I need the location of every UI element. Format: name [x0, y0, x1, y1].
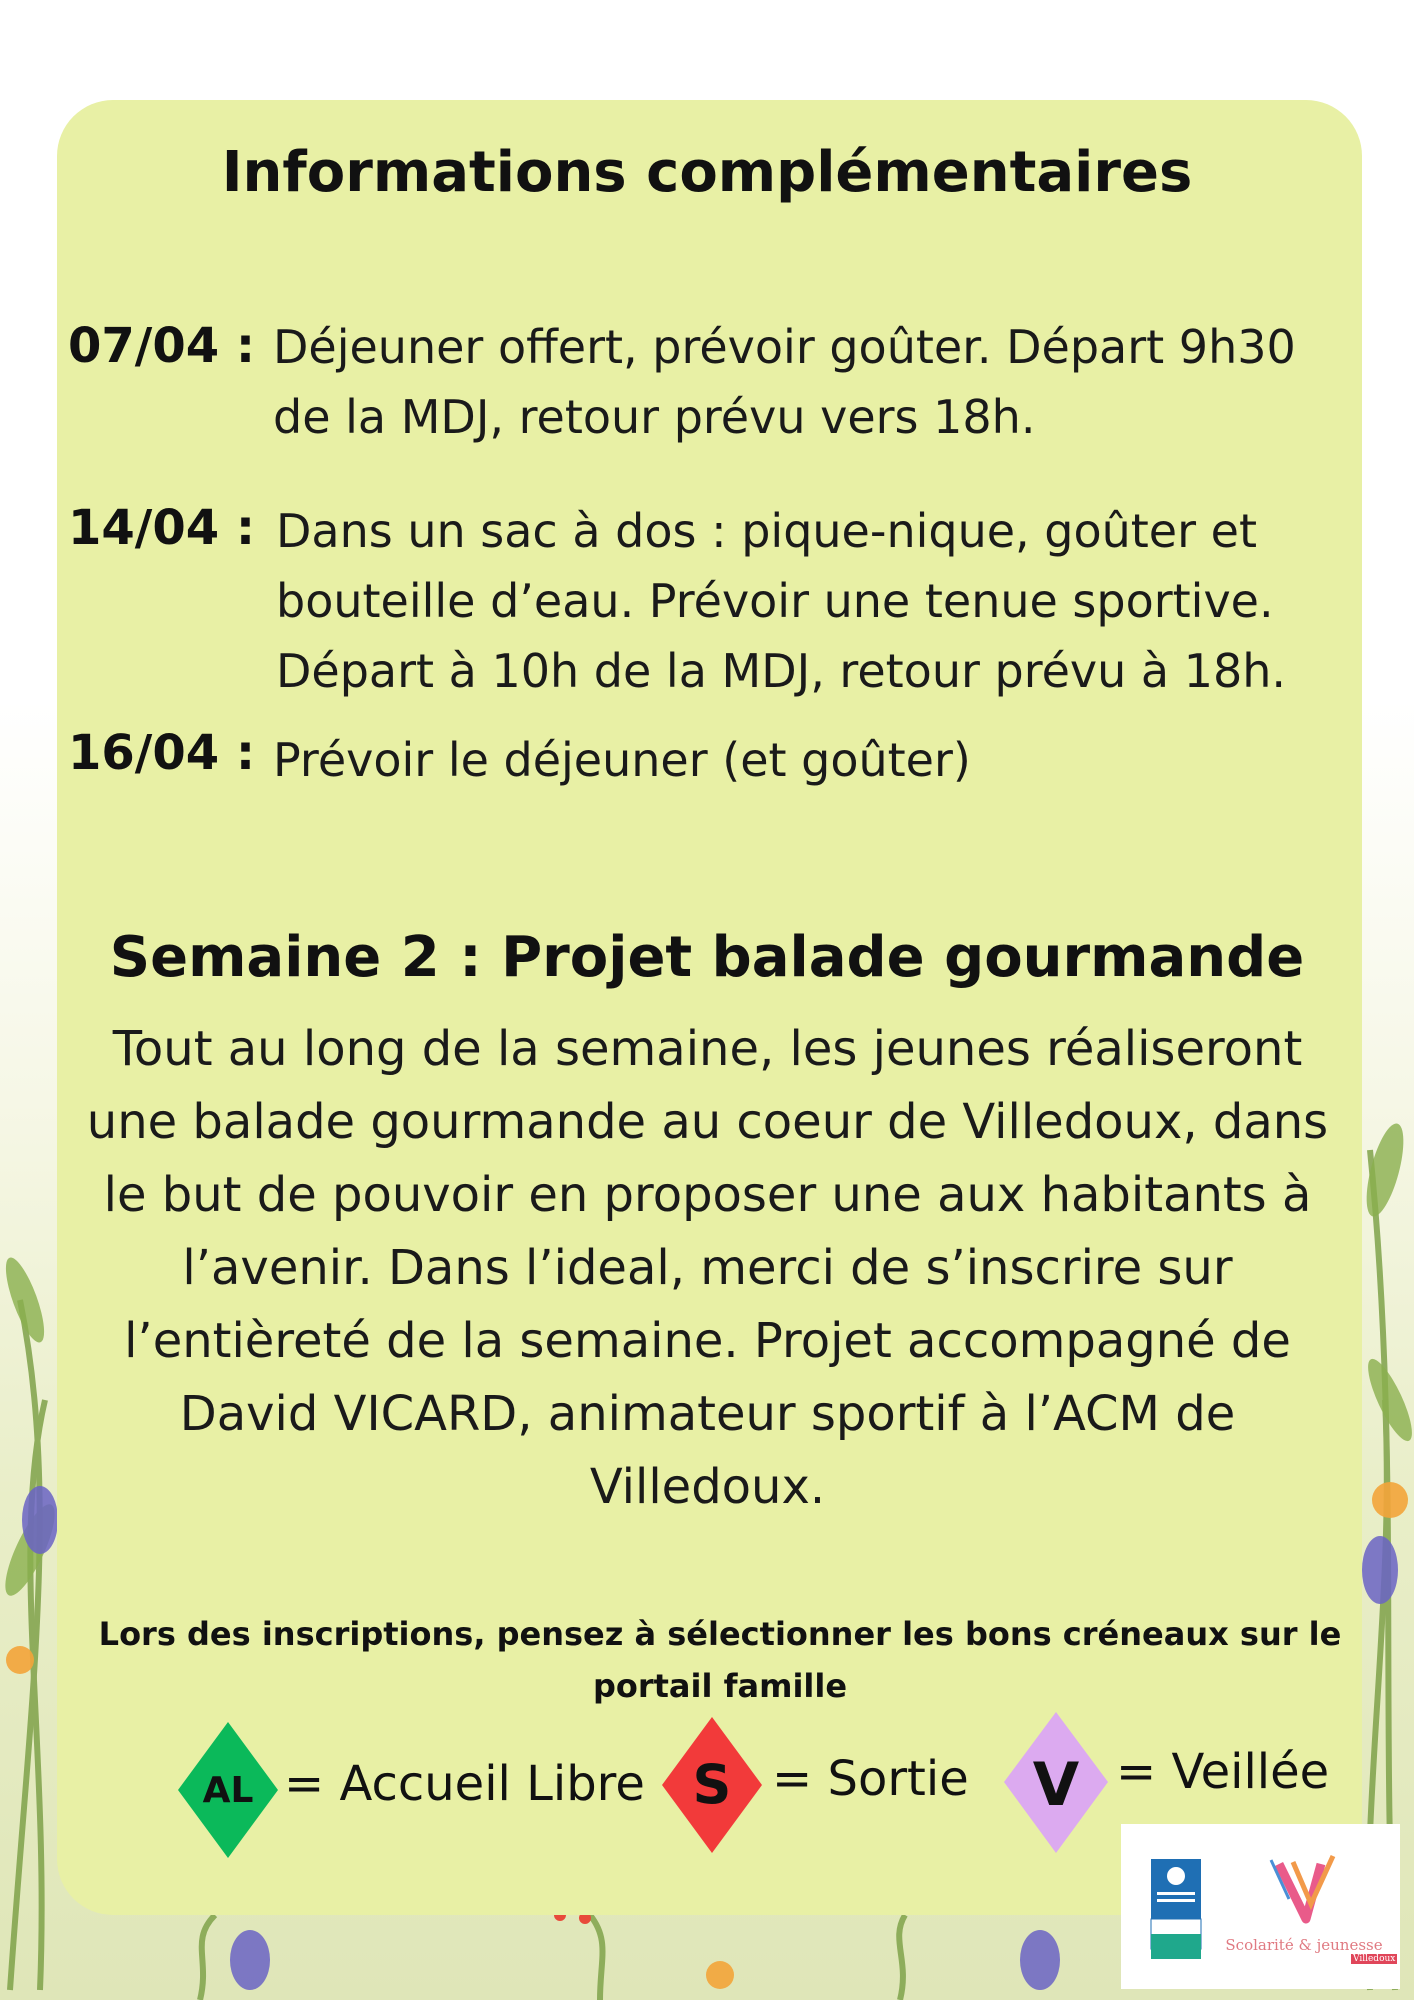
legend-sortie — [660, 1715, 990, 1855]
schedule-date: 07/04 : — [68, 318, 256, 374]
page-title: Informations complémentaires — [221, 140, 1193, 205]
caf-logo-icon — [1121, 1824, 1400, 1989]
partner-logos — [1121, 1824, 1400, 1989]
registration-notice: Lors des inscriptions, pensez à sélectionner les bons créneaux sur le portail famille — [98, 1615, 1342, 1705]
week-description: Tout au long de la semaine, les jeunes réaliseront une balade gourmande au coeur de Villedoux, dans le but de pouvoir en proposer une aux habitants à l’avenir. Dans l’ideal, merci de s’inscrire sur l’entièreté de la semaine. Projet accompagné de David VICARD, animateur sportif à l’ACM de Villedoux. — [86, 1021, 1329, 1515]
schedule-text: Prévoir le déjeuner (et goûter) — [273, 733, 971, 787]
v-code: V — [1032, 1750, 1080, 1820]
schedule-date: 16/04 : — [68, 725, 256, 781]
scolarite-jeunesse-label: Scolarité & jeunesse — [1225, 1936, 1383, 1954]
v-diamond-icon — [1002, 1710, 1110, 1855]
s-code: S — [692, 1753, 732, 1816]
schedule-text: Dans un sac à dos : pique-nique, goûter et bouteille d’eau. Prévoir une tenue sportive. Départ à 10h de la MDJ, retour prévu à 18h. — [276, 504, 1287, 698]
legend-label: = Sortie — [772, 1751, 969, 1807]
week-title: Semaine 2 : Projet balade gourmande — [109, 925, 1305, 990]
legend-label: = Accueil Libre — [284, 1756, 645, 1812]
legend-accueil-libre — [176, 1720, 645, 1860]
al-code: AL — [202, 1770, 254, 1811]
scolarite-jeunesse-logo-icon — [1271, 1856, 1333, 1919]
schedule-date: 14/04 : — [68, 500, 256, 556]
s-diamond-icon — [660, 1715, 764, 1855]
schedule-text: Déjeuner offert, prévoir goûter. Départ 9h30 de la MDJ, retour prévu vers 18h. — [273, 320, 1296, 444]
villedoux-label: Villedoux — [1353, 1954, 1396, 1964]
al-diamond-icon — [176, 1720, 280, 1860]
legend-label: = Veillée — [1116, 1744, 1330, 1800]
